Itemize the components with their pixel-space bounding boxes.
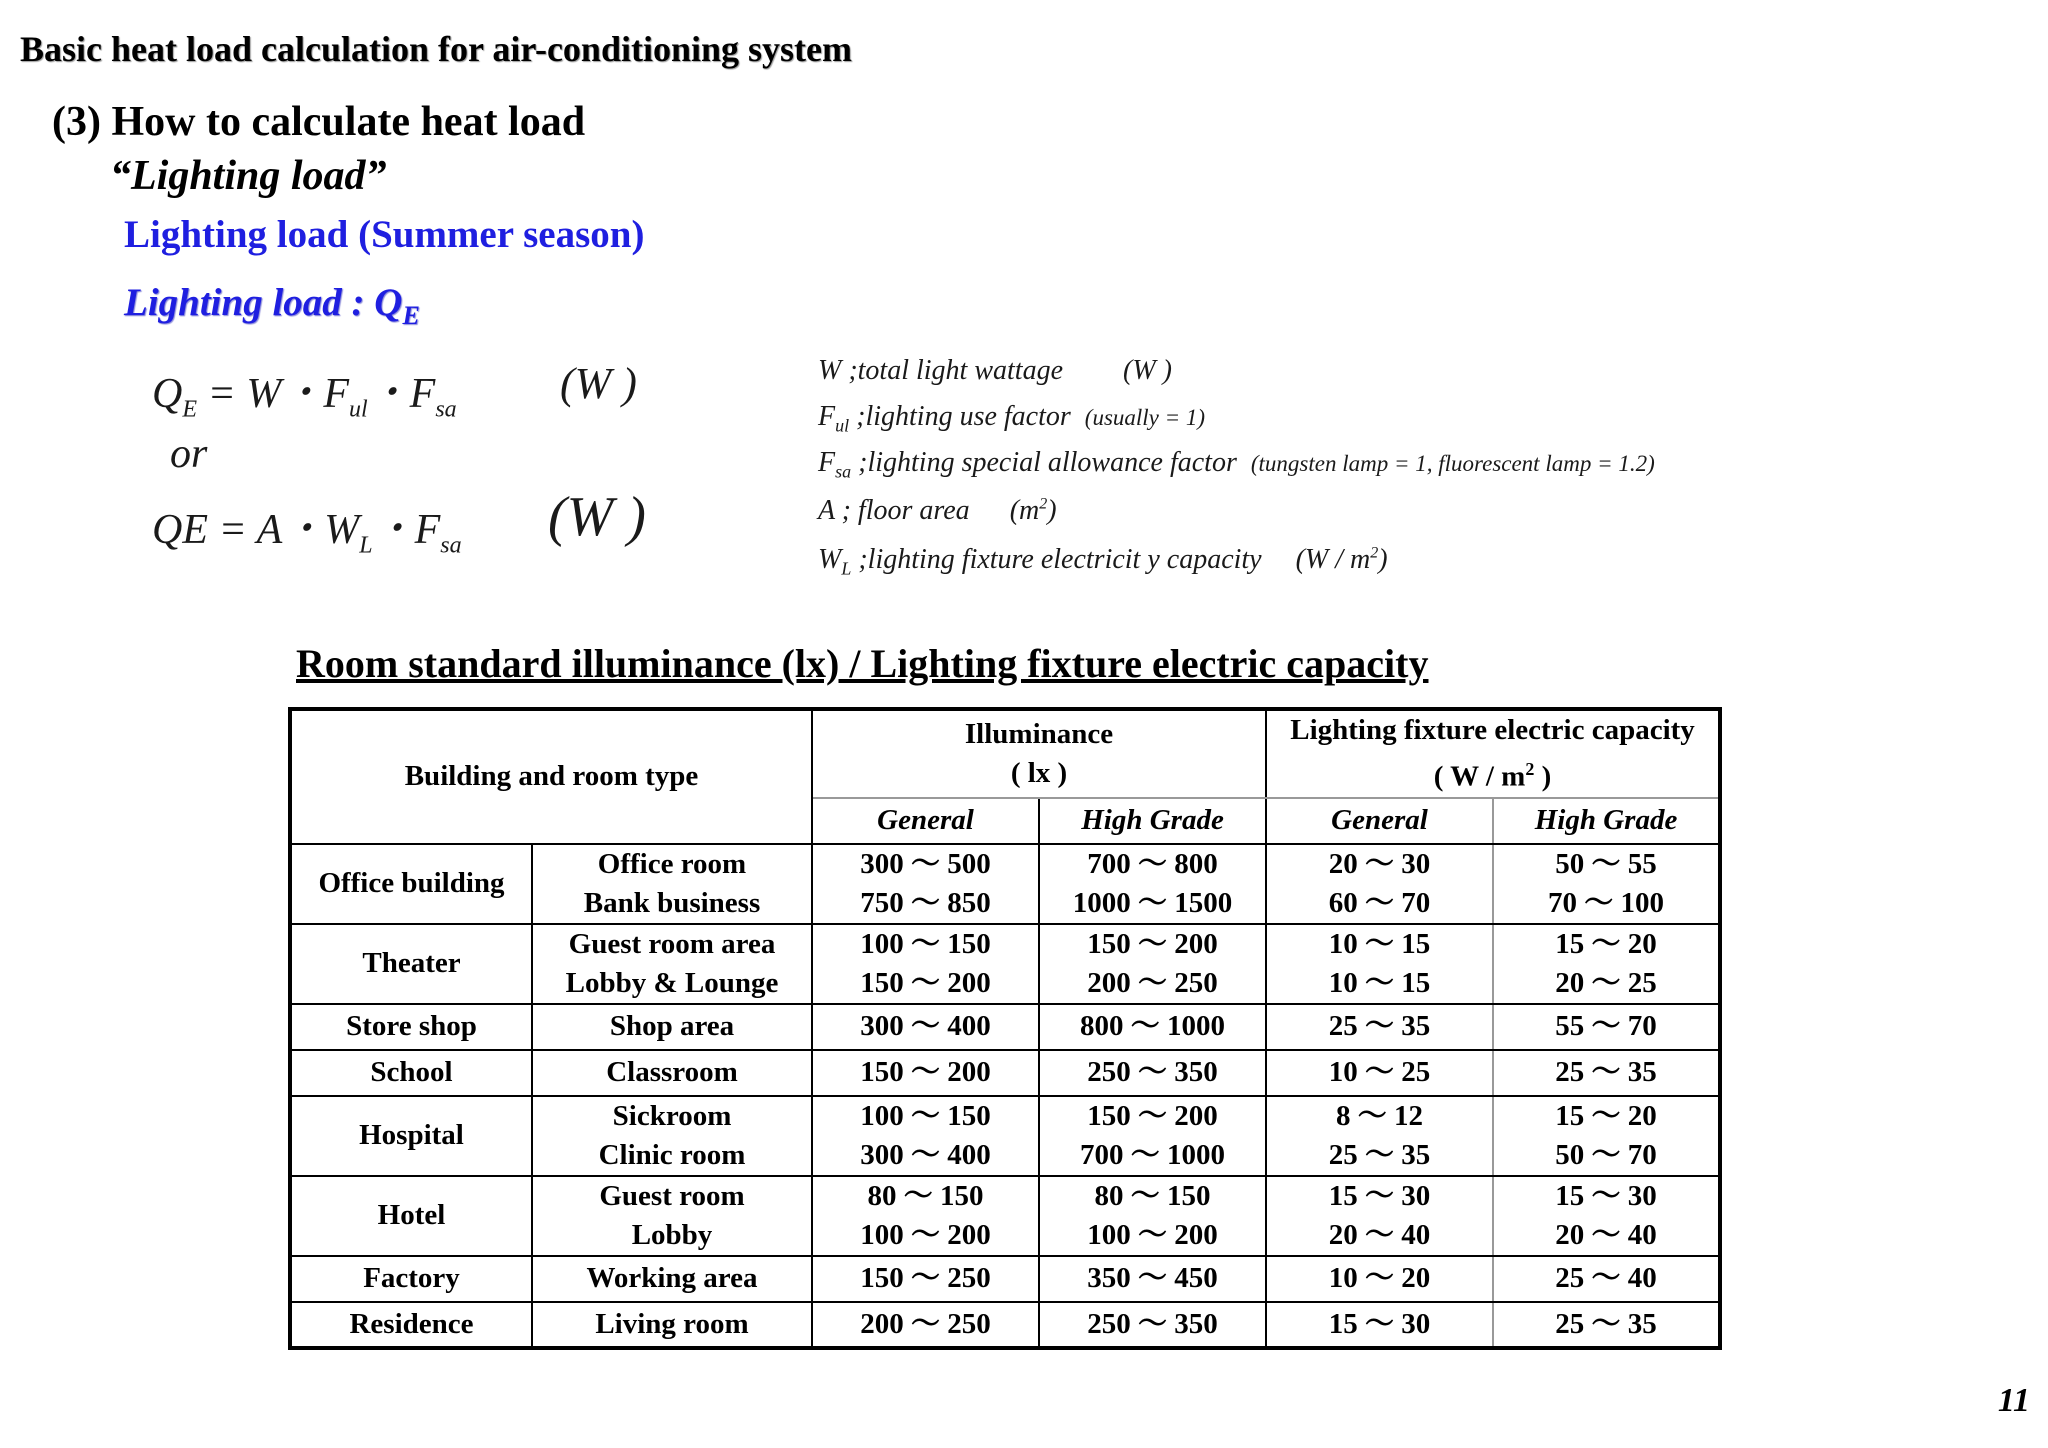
value-cell: 350 ～ 450 — [1039, 1256, 1266, 1302]
value-cell: 15 ～ 30 — [1266, 1176, 1493, 1216]
header-illum-high-grade: High Grade — [1039, 798, 1266, 844]
building-hotel: Hotel — [290, 1176, 532, 1256]
value-cell: 700 ～ 1000 — [1039, 1136, 1266, 1176]
value-cell: 750 ～ 850 — [812, 884, 1039, 924]
value-cell: 150 ～ 200 — [1039, 924, 1266, 964]
value-cell: 15 ～ 30 — [1493, 1176, 1720, 1216]
value-cell: 10 ～ 15 — [1266, 964, 1493, 1004]
value-cell: 15 ～ 30 — [1266, 1302, 1493, 1348]
value-cell: 50 ～ 70 — [1493, 1136, 1720, 1176]
value-cell: 150 ～ 200 — [812, 1050, 1039, 1096]
illuminance-table — [288, 707, 1722, 1350]
building-theater: Theater — [290, 924, 532, 1004]
value-cell: 25 ～ 35 — [1493, 1302, 1720, 1348]
table-title: Room standard illuminance (lx) / Lighting fixture electric capacity — [296, 641, 1429, 686]
value-cell: 70 ～ 100 — [1493, 884, 1720, 924]
building-hospital: Hospital — [290, 1096, 532, 1176]
value-cell: 50 ～ 55 — [1493, 844, 1720, 884]
formula-2-unit: (W ) — [548, 486, 646, 548]
value-cell: 100 ～ 150 — [812, 924, 1039, 964]
value-cell: 100 ～ 150 — [812, 1096, 1039, 1136]
value-cell: 150 ～ 250 — [812, 1256, 1039, 1302]
value-cell: 25 ～ 35 — [1493, 1050, 1720, 1096]
value-cell: 80 ～ 150 — [812, 1176, 1039, 1216]
room-cell: Living room — [532, 1302, 812, 1348]
value-cell: 55 ～ 70 — [1493, 1004, 1720, 1050]
lighting-load-symbol: Lighting load : $Q_E$ — [124, 281, 420, 330]
value-cell: 20 ～ 25 — [1493, 964, 1720, 1004]
formula-or: or — [170, 431, 208, 477]
value-cell: 800 ～ 1000 — [1039, 1004, 1266, 1050]
table-row — [290, 1050, 1720, 1096]
room-cell: Clinic room — [532, 1136, 812, 1176]
value-cell: 200 ～ 250 — [1039, 964, 1266, 1004]
header-building-room-type: Building and room type — [290, 709, 812, 844]
room-cell: Shop area — [532, 1004, 812, 1050]
building-factory: Factory — [290, 1256, 532, 1302]
value-cell: 200 ～ 250 — [812, 1302, 1039, 1348]
value-cell: 100 ～ 200 — [1039, 1216, 1266, 1256]
building-school: School — [290, 1050, 532, 1096]
header-cap-high-grade: High Grade — [1493, 798, 1720, 844]
value-cell: 100 ～ 200 — [812, 1216, 1039, 1256]
table-row — [290, 1004, 1720, 1050]
header-capacity: Lighting fixture electric capacity ( W / $m^2$ ) — [1266, 709, 1720, 798]
room-cell: Working area — [532, 1256, 812, 1302]
header-cap-general: General — [1266, 798, 1493, 844]
value-cell: 25 ～ 40 — [1493, 1256, 1720, 1302]
table-row — [290, 924, 1720, 964]
table-row — [290, 1176, 1720, 1216]
value-cell: 250 ～ 350 — [1039, 1050, 1266, 1096]
header-illuminance: Illuminance ( lx ) — [812, 709, 1266, 798]
formula-2: QE = A・$W_L$・$F_{sa}$ — [152, 507, 462, 559]
value-cell: 15 ～ 20 — [1493, 924, 1720, 964]
value-cell: 8 ～ 12 — [1266, 1096, 1493, 1136]
value-cell: 150 ～ 200 — [1039, 1096, 1266, 1136]
value-cell: 25 ～ 35 — [1266, 1004, 1493, 1050]
header-illum-general: General — [812, 798, 1039, 844]
value-cell: 150 ～ 200 — [812, 964, 1039, 1004]
value-cell: 1000 ～ 1500 — [1039, 884, 1266, 924]
table-row — [290, 1096, 1720, 1136]
room-cell: Classroom — [532, 1050, 812, 1096]
value-cell: 10 ～ 15 — [1266, 924, 1493, 964]
formula-1: $Q_E = W$・$F_{ul}$・$F_{sa}$ — [152, 371, 457, 423]
room-cell: Bank business — [532, 884, 812, 924]
room-cell: Lobby & Lounge — [532, 964, 812, 1004]
table-row — [290, 1302, 1720, 1348]
value-cell: 20 ～ 30 — [1266, 844, 1493, 884]
value-cell: 300 ～ 400 — [812, 1004, 1039, 1050]
room-cell: Sickroom — [532, 1096, 812, 1136]
value-cell: 10 ～ 25 — [1266, 1050, 1493, 1096]
legend-fixture-capacity: $W_L$ ;lighting fixture electricit y capacity $(W / m^2)$ — [818, 544, 1388, 579]
legend-special-allowance: $F_{sa}$ ;lighting special allowance factor (tungsten lamp = 1, fluorescent lamp = 1.2) — [818, 447, 1655, 482]
value-cell: 60 ～ 70 — [1266, 884, 1493, 924]
legend-floor-area: A ; floor area $(m^2)$ — [818, 495, 1057, 526]
table-row — [290, 844, 1720, 884]
value-cell: 300 ～ 400 — [812, 1136, 1039, 1176]
value-cell: 20 ～ 40 — [1266, 1216, 1493, 1256]
value-cell: 300 ～ 500 — [812, 844, 1039, 884]
room-cell: Guest room area — [532, 924, 812, 964]
subsection-heading: “Lighting load” — [110, 153, 387, 199]
value-cell: 80 ～ 150 — [1039, 1176, 1266, 1216]
room-cell: Lobby — [532, 1216, 812, 1256]
building-store-shop: Store shop — [290, 1004, 532, 1050]
room-cell: Guest room — [532, 1176, 812, 1216]
value-cell: 10 ～ 20 — [1266, 1256, 1493, 1302]
legend-use-factor: $F_{ul}$ ;lighting use factor (usually = 1) — [818, 401, 1206, 436]
value-cell: 700 ～ 800 — [1039, 844, 1266, 884]
formula-1-unit: (W ) — [560, 359, 637, 408]
value-cell: 20 ～ 40 — [1493, 1216, 1720, 1256]
value-cell: 25 ～ 35 — [1266, 1136, 1493, 1176]
main-title: Basic heat load calculation for air-conditioning system — [20, 29, 852, 69]
value-cell: 250 ～ 350 — [1039, 1302, 1266, 1348]
legend-total-wattage: W ;total light wattage (W ) — [818, 355, 1172, 386]
table-row — [290, 1256, 1720, 1302]
building-office: Office building — [290, 844, 532, 924]
lighting-load-subtitle: Lighting load (Summer season) — [124, 213, 645, 256]
room-cell: Office room — [532, 844, 812, 884]
page-number: 11 — [1997, 1382, 2030, 1419]
value-cell: 15 ～ 20 — [1493, 1096, 1720, 1136]
section-heading: (3) How to calculate heat load — [52, 99, 586, 145]
building-residence: Residence — [290, 1302, 532, 1348]
